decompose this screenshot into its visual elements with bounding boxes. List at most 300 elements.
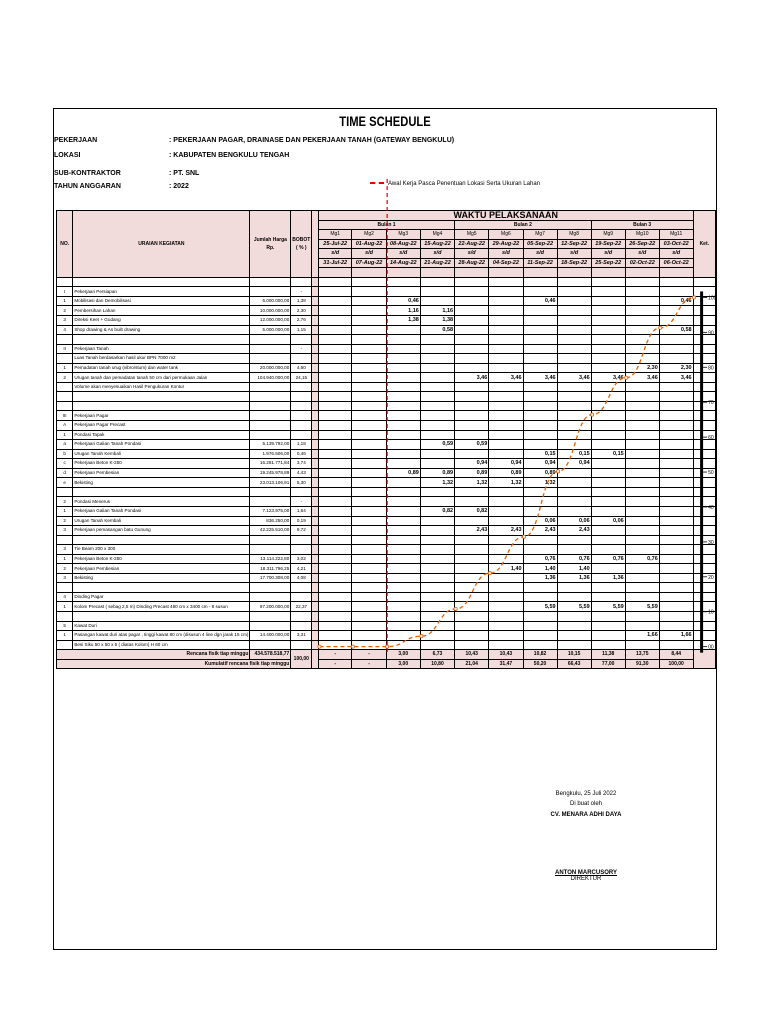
info-label: PEKERJAAN xyxy=(54,137,98,144)
week-empty xyxy=(489,583,523,593)
week-value: 1,40 xyxy=(557,564,591,574)
row-bobot xyxy=(291,545,312,555)
week-empty xyxy=(352,573,386,583)
row-no: 1 xyxy=(57,296,73,306)
week-empty xyxy=(591,526,625,536)
week-value: 1,32 xyxy=(523,478,557,488)
info-value: : 2022 xyxy=(169,183,189,190)
week-empty xyxy=(318,535,351,545)
table-row xyxy=(57,554,716,564)
table-row xyxy=(57,545,716,555)
week-value: 0,58 xyxy=(659,325,693,335)
spacer-cell xyxy=(489,268,523,278)
row-no: 1 xyxy=(57,631,73,641)
scale-label: 90 xyxy=(708,330,714,337)
row-harga: 836.250,00 xyxy=(250,516,291,526)
week-empty xyxy=(352,373,386,383)
row-bobot: 4,43 xyxy=(291,468,312,478)
week-empty xyxy=(659,354,693,364)
week-empty xyxy=(489,592,523,602)
week-empty xyxy=(489,325,523,335)
week-empty xyxy=(591,611,625,621)
week-empty xyxy=(455,592,489,602)
row-harga: 5.139.792,00 xyxy=(250,440,291,450)
week-empty xyxy=(625,611,659,621)
week-empty xyxy=(557,392,591,402)
week-empty xyxy=(659,583,693,593)
week-empty xyxy=(659,516,693,526)
gutter-cell xyxy=(312,611,319,621)
spacer-cell xyxy=(591,268,625,278)
week-empty xyxy=(659,526,693,536)
row-desc: Kawat Duri xyxy=(73,621,250,631)
row-harga xyxy=(250,487,291,497)
gutter-cell xyxy=(312,487,319,497)
week-end: 28-Aug-22 xyxy=(455,258,489,268)
week-empty xyxy=(352,306,386,316)
row-desc: Bekisting xyxy=(73,573,250,583)
week-empty xyxy=(386,621,420,631)
week-empty xyxy=(352,468,386,478)
week-empty xyxy=(625,449,659,459)
week-empty xyxy=(352,640,386,650)
row-harga xyxy=(250,335,291,345)
ket-cell xyxy=(693,449,715,459)
sheet-title: TIME SCHEDULE xyxy=(339,113,431,129)
row-bobot xyxy=(291,354,312,364)
week-value: 0,94 xyxy=(455,459,489,469)
week-empty xyxy=(625,621,659,631)
week-empty xyxy=(659,287,693,297)
week-empty xyxy=(318,316,351,326)
row-bobot xyxy=(291,535,312,545)
week-value: 1,40 xyxy=(523,564,557,574)
week-empty xyxy=(455,545,489,555)
week-empty xyxy=(386,573,420,583)
ket-cell xyxy=(693,430,715,440)
week-empty xyxy=(455,564,489,574)
plan-value: 11,38 xyxy=(591,650,625,660)
week-empty xyxy=(591,440,625,450)
week-empty xyxy=(386,373,420,383)
week-empty xyxy=(420,421,454,431)
row-harga xyxy=(250,277,291,287)
row-desc: Pekerjaan Pembesian xyxy=(73,468,250,478)
week-empty xyxy=(489,287,523,297)
week-empty xyxy=(352,401,386,411)
row-bobot: 0,19 xyxy=(291,516,312,526)
row-harga: 17.700.308,00 xyxy=(250,573,291,583)
row-no: 1 xyxy=(57,363,73,373)
week-empty xyxy=(455,401,489,411)
cum-value: 77,00 xyxy=(591,659,625,669)
row-no: d xyxy=(57,468,73,478)
week-empty xyxy=(489,316,523,326)
scale-label: 50 xyxy=(708,470,714,477)
row-harga: 18.311.796,25 xyxy=(250,564,291,574)
week-header: Mg7 xyxy=(523,230,557,240)
row-bobot: - xyxy=(291,344,312,354)
week-empty xyxy=(523,592,557,602)
week-value: 1,16 xyxy=(420,306,454,316)
week-empty xyxy=(591,583,625,593)
week-empty xyxy=(523,306,557,316)
scale-label: 100 xyxy=(708,295,717,302)
gutter-cell xyxy=(312,497,319,507)
week-header: Mg10 xyxy=(625,230,659,240)
week-sd: s/d xyxy=(420,249,454,259)
row-bobot xyxy=(291,411,312,421)
row-no: III xyxy=(57,411,73,421)
week-empty xyxy=(420,344,454,354)
week-value: 0,94 xyxy=(489,459,523,469)
week-empty xyxy=(557,287,591,297)
info-label: TAHUN ANGGARAN xyxy=(54,183,121,190)
week-empty xyxy=(489,363,523,373)
week-empty xyxy=(625,277,659,287)
cum-value: 3,00 xyxy=(386,659,420,669)
row-harga: 13.114.222,80 xyxy=(250,554,291,564)
week-empty xyxy=(659,564,693,574)
week-empty xyxy=(386,421,420,431)
row-bobot: 4,08 xyxy=(291,573,312,583)
scale-label: 20 xyxy=(708,574,714,581)
ket-cell xyxy=(693,487,715,497)
week-empty xyxy=(659,506,693,516)
week-empty xyxy=(386,526,420,536)
table-row xyxy=(57,592,716,602)
gutter-cell xyxy=(312,287,319,297)
week-empty xyxy=(352,526,386,536)
week-empty xyxy=(523,392,557,402)
row-no: 2 xyxy=(57,373,73,383)
week-start: 05-Sep-22 xyxy=(523,239,557,249)
row-desc: Besi Siku 50 x 50 x 5 ( diatas Kolom) H 60 cm xyxy=(73,640,250,650)
week-empty xyxy=(625,468,659,478)
week-value: 1,36 xyxy=(557,573,591,583)
week-empty xyxy=(318,296,351,306)
row-harga: 6.000.000,00 xyxy=(250,296,291,306)
table-row xyxy=(57,564,716,574)
week-value: 3,46 xyxy=(591,373,625,383)
week-empty xyxy=(318,487,351,497)
week-value: 5,59 xyxy=(591,602,625,612)
table-row xyxy=(57,573,716,583)
row-desc: Mobilisasi dan Demobilisasi xyxy=(73,296,250,306)
gutter-cell xyxy=(312,650,319,669)
week-empty xyxy=(625,573,659,583)
week-empty xyxy=(625,335,659,345)
week-empty xyxy=(352,516,386,526)
gutter-cell xyxy=(312,545,319,555)
week-empty xyxy=(625,344,659,354)
week-empty xyxy=(557,468,591,478)
week-empty xyxy=(352,554,386,564)
row-desc xyxy=(73,401,250,411)
week-empty xyxy=(659,535,693,545)
week-value: 1,38 xyxy=(420,316,454,326)
row-harga: 16.281.771,84 xyxy=(250,459,291,469)
week-empty xyxy=(455,277,489,287)
week-empty xyxy=(420,621,454,631)
row-bobot xyxy=(291,392,312,402)
row-desc: Pekerjaan Tanah xyxy=(73,344,250,354)
week-empty xyxy=(386,401,420,411)
row-harga xyxy=(250,611,291,621)
week-header: Mg9 xyxy=(591,230,625,240)
bulan-header: Bulan 3 xyxy=(591,220,693,230)
ket-cell xyxy=(693,621,715,631)
row-no: 1 xyxy=(57,506,73,516)
ket-cell xyxy=(693,306,715,316)
week-empty xyxy=(659,621,693,631)
week-value: 0,58 xyxy=(420,325,454,335)
week-empty xyxy=(659,545,693,555)
ket-cell xyxy=(693,344,715,354)
gutter-cell xyxy=(312,421,319,431)
week-empty xyxy=(557,487,591,497)
week-empty xyxy=(455,411,489,421)
week-empty xyxy=(591,631,625,641)
dashed-line-icon xyxy=(370,182,384,184)
week-empty xyxy=(591,306,625,316)
week-empty xyxy=(386,287,420,297)
ket-cell xyxy=(693,296,715,306)
plan-value: 10,43 xyxy=(489,650,523,660)
row-harga xyxy=(250,287,291,297)
week-empty xyxy=(557,277,591,287)
col-no-header: NO. xyxy=(57,211,73,278)
row-no: b xyxy=(57,449,73,459)
week-empty xyxy=(318,611,351,621)
week-empty xyxy=(352,621,386,631)
week-empty xyxy=(625,316,659,326)
week-empty xyxy=(523,545,557,555)
signature-block xyxy=(526,791,646,882)
week-empty xyxy=(352,449,386,459)
row-harga: 14.400.000,00 xyxy=(250,631,291,641)
week-empty xyxy=(352,354,386,364)
week-empty xyxy=(318,554,351,564)
week-empty xyxy=(659,602,693,612)
week-value: 2,43 xyxy=(557,526,591,536)
week-empty xyxy=(591,316,625,326)
table-row xyxy=(57,373,716,383)
scale-label: 40 xyxy=(708,504,714,511)
cum-value: - xyxy=(318,659,351,669)
sign-company: CV. MENARA ADHI DAYA xyxy=(550,812,622,818)
ket-cell xyxy=(693,592,715,602)
row-harga xyxy=(250,592,291,602)
ket-cell xyxy=(693,401,715,411)
week-end: 21-Aug-22 xyxy=(420,258,454,268)
gutter-cell xyxy=(312,382,319,392)
cum-value: 21,04 xyxy=(455,659,489,669)
week-empty xyxy=(625,382,659,392)
week-value: 2,43 xyxy=(523,526,557,536)
week-empty xyxy=(420,411,454,421)
ket-cell xyxy=(693,363,715,373)
week-end: 25-Sep-22 xyxy=(591,258,625,268)
week-empty xyxy=(523,363,557,373)
gutter-cell xyxy=(312,468,319,478)
week-empty xyxy=(625,354,659,364)
week-empty xyxy=(386,335,420,345)
gutter-cell xyxy=(312,335,319,345)
ket-cell xyxy=(693,335,715,345)
row-harga: 20.000.000,00 xyxy=(250,363,291,373)
gutter-cell xyxy=(312,478,319,488)
week-value: 0,94 xyxy=(557,459,591,469)
legend xyxy=(370,181,540,187)
week-header: Mg11 xyxy=(659,230,693,240)
week-empty xyxy=(318,478,351,488)
week-empty xyxy=(420,526,454,536)
week-empty xyxy=(557,344,591,354)
week-empty xyxy=(625,411,659,421)
week-empty xyxy=(557,363,591,373)
week-empty xyxy=(659,344,693,354)
week-empty xyxy=(523,535,557,545)
gutter-cell xyxy=(312,526,319,536)
week-end: 18-Sep-22 xyxy=(557,258,591,268)
table-row xyxy=(57,363,716,373)
row-bobot: - xyxy=(291,497,312,507)
week-empty xyxy=(523,497,557,507)
week-value: 3,46 xyxy=(523,373,557,383)
row-harga xyxy=(250,640,291,650)
row-desc: Pekerjaan Galian Tanah Pondasi xyxy=(73,506,250,516)
week-empty xyxy=(420,592,454,602)
week-empty xyxy=(455,449,489,459)
ket-cell xyxy=(693,611,715,621)
week-empty xyxy=(352,277,386,287)
table-row xyxy=(57,640,716,650)
table-row xyxy=(57,506,716,516)
week-empty xyxy=(523,631,557,641)
week-empty xyxy=(455,382,489,392)
week-empty xyxy=(420,631,454,641)
week-empty xyxy=(318,573,351,583)
week-header: Mg4 xyxy=(420,230,454,240)
col-ket-header: Ket. xyxy=(693,211,715,278)
week-end: 31-Jul-22 xyxy=(318,258,351,268)
week-empty xyxy=(318,344,351,354)
gutter-cell xyxy=(312,392,319,402)
row-bobot xyxy=(291,621,312,631)
row-bobot: 3,74 xyxy=(291,459,312,469)
gutter-cell xyxy=(312,640,319,650)
week-empty xyxy=(591,401,625,411)
week-empty xyxy=(557,592,591,602)
week-empty xyxy=(386,535,420,545)
week-empty xyxy=(489,296,523,306)
plan-total-row xyxy=(57,650,716,660)
week-empty xyxy=(455,621,489,631)
row-no: 4 xyxy=(57,325,73,335)
week-empty xyxy=(625,497,659,507)
week-empty xyxy=(352,631,386,641)
row-harga xyxy=(250,411,291,421)
table-row xyxy=(57,526,716,536)
week-value: 0,89 xyxy=(386,468,420,478)
week-empty xyxy=(625,506,659,516)
gutter-cell xyxy=(312,440,319,450)
row-harga: 19.245.978,89 xyxy=(250,468,291,478)
week-sd: s/d xyxy=(318,249,351,259)
row-bobot: 3,02 xyxy=(291,554,312,564)
row-desc: Kolom Precast ( sebag 2,5 m) Dinding Precast 480 cm x 3400 cm - 8 susun xyxy=(73,602,250,612)
week-empty xyxy=(625,325,659,335)
week-empty xyxy=(420,430,454,440)
week-empty xyxy=(489,449,523,459)
week-empty xyxy=(455,497,489,507)
row-no: 4 xyxy=(57,592,73,602)
week-empty xyxy=(557,583,591,593)
week-empty xyxy=(659,449,693,459)
week-empty xyxy=(386,545,420,555)
week-start: 08-Aug-22 xyxy=(386,239,420,249)
week-empty xyxy=(523,325,557,335)
week-empty xyxy=(455,335,489,345)
week-value: 0,82 xyxy=(420,506,454,516)
week-empty xyxy=(386,592,420,602)
row-harga xyxy=(250,621,291,631)
week-empty xyxy=(659,459,693,469)
table-row xyxy=(57,583,716,593)
week-empty xyxy=(386,449,420,459)
table-row xyxy=(57,516,716,526)
table-row xyxy=(57,611,716,621)
row-desc: Pekerjaan Beton K-250 xyxy=(73,459,250,469)
week-end: 06-Oct-22 xyxy=(659,258,693,268)
week-sd: s/d xyxy=(455,249,489,259)
table-row xyxy=(57,401,716,411)
gutter-cell xyxy=(312,592,319,602)
row-desc: Pekerjaan pemasangan batu Gunung xyxy=(73,526,250,536)
week-empty xyxy=(318,545,351,555)
week-empty xyxy=(386,430,420,440)
week-empty xyxy=(318,325,351,335)
week-empty xyxy=(386,602,420,612)
week-empty xyxy=(557,631,591,641)
week-empty xyxy=(557,506,591,516)
week-empty xyxy=(352,611,386,621)
table-row xyxy=(57,316,716,326)
row-bobot: 9,72 xyxy=(291,526,312,536)
week-empty xyxy=(455,306,489,316)
week-sd: s/d xyxy=(523,249,557,259)
week-value: 3,46 xyxy=(489,373,523,383)
week-empty xyxy=(591,421,625,431)
week-empty xyxy=(557,316,591,326)
gutter-cell xyxy=(312,306,319,316)
ket-cell xyxy=(693,535,715,545)
spacer-cell xyxy=(386,268,420,278)
gutter-cell xyxy=(312,573,319,583)
week-empty xyxy=(591,545,625,555)
row-harga xyxy=(250,382,291,392)
ket-cell xyxy=(693,440,715,450)
gutter-cell xyxy=(312,325,319,335)
legend-label: Awal Kerja Pasca Penentuan Lokasi Serta Ukuran Lahan xyxy=(388,181,540,187)
row-harga xyxy=(250,401,291,411)
week-value: 0,06 xyxy=(591,516,625,526)
week-empty xyxy=(625,430,659,440)
cum-value: 31,47 xyxy=(489,659,523,669)
table-row xyxy=(57,497,716,507)
row-bobot xyxy=(291,382,312,392)
